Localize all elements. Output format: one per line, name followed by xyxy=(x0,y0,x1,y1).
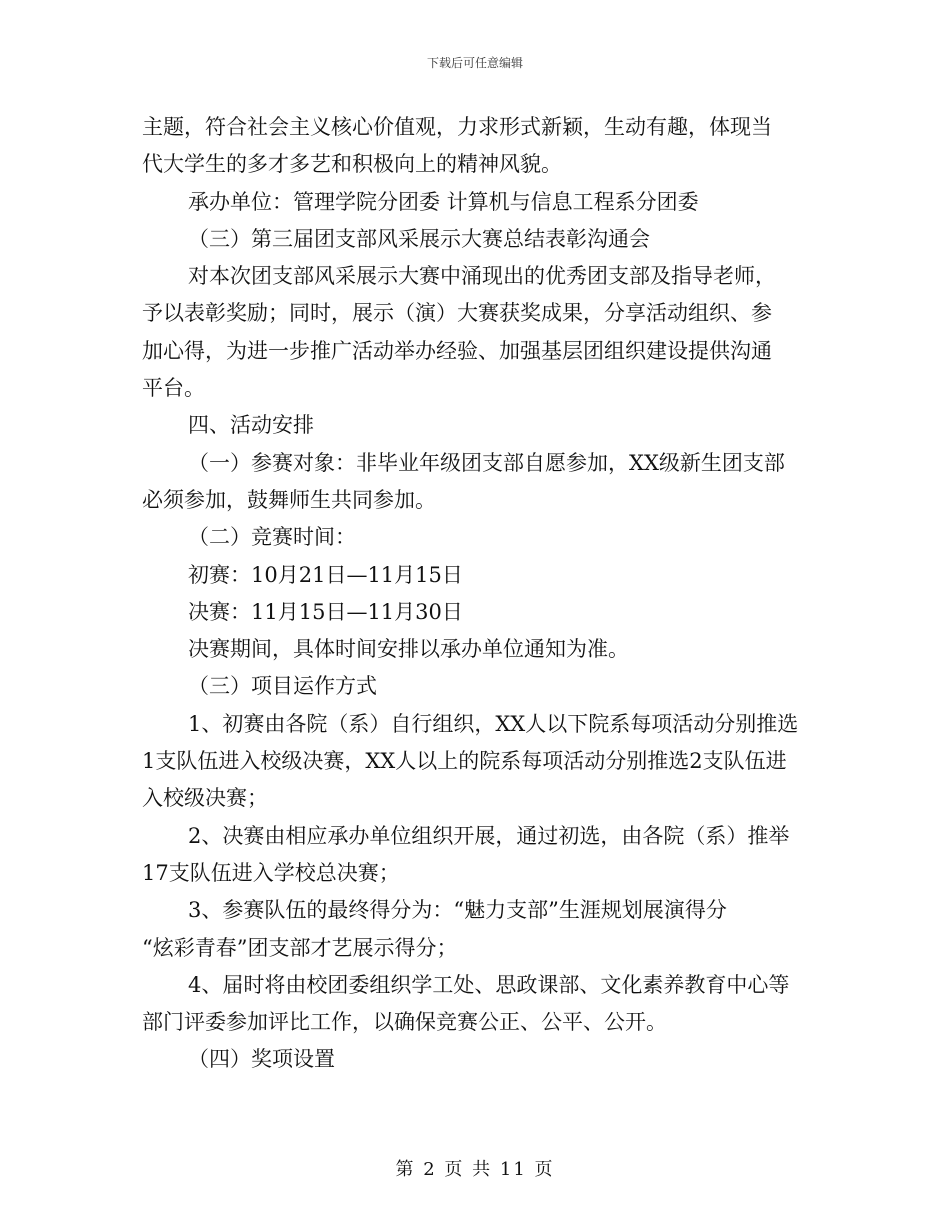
body-line: 1、初赛由各院（系）自行组织，XX人以下院系每项活动分别推选 xyxy=(188,711,799,736)
body-line: （一）参赛对象：非毕业年级团支部自愿参加，XX级新生团支部 xyxy=(188,450,785,475)
section-heading: （二）竞赛时间： xyxy=(188,525,356,550)
footer-middle: 页 共 xyxy=(444,1159,493,1180)
section-heading: （三）项目运作方式 xyxy=(188,674,377,699)
page-header-note: 下载后可任意编辑 xyxy=(426,56,523,70)
document-body xyxy=(142,109,812,1079)
body-line: “炫彩青春”团支部才艺展示得分； xyxy=(142,935,458,960)
body-line: 入校级决赛； xyxy=(142,786,268,811)
body-line: 加心得，为进一步推广活动举办经验、加强基层团组织建设提供沟通 xyxy=(142,338,772,363)
body-line: 对本次团支部风采展示大赛中涌现出的优秀团支部及指导老师， xyxy=(188,264,776,289)
footer-suffix: 页 xyxy=(534,1159,555,1180)
body-line: 承办单位：管理学院分团委 计算机与信息工程系分团委 xyxy=(188,189,699,214)
section-heading: 四、活动安排 xyxy=(188,413,314,438)
body-line: 予以表彰奖励；同时，展示（演）大赛获奖成果，分享活动组织、参 xyxy=(142,301,772,326)
section-heading: （四）奖项设置 xyxy=(188,1047,335,1072)
body-line: 初赛：10月21日—11月15日 xyxy=(188,562,463,587)
body-line: 2、决赛由相应承办单位组织开展，通过初选，由各院（系）推举 xyxy=(188,823,790,848)
body-line: 1支队伍进入校级决赛，XX人以上的院系每项活动分别推选2支队伍进 xyxy=(142,749,787,774)
body-line: 3、参赛队伍的最终得分为：“魅力支部”生涯规划展演得分 xyxy=(188,898,727,923)
body-line: 决赛：11月15日—11月30日 xyxy=(188,599,463,624)
page-number-footer xyxy=(0,1155,950,1181)
section-heading: （三）第三届团支部风采展示大赛总结表彰沟通会 xyxy=(188,226,650,251)
body-line: 部门评委参加评比工作，以确保竞赛公正、公平、公开。 xyxy=(142,1010,667,1035)
footer-prefix: 第 xyxy=(395,1159,416,1180)
body-line: 4、届时将由校团委组织学工处、思政课部、文化素养教育中心等 xyxy=(188,972,790,997)
body-line: 平台。 xyxy=(142,376,205,401)
body-line: 决赛期间，具体时间安排以承办单位通知为准。 xyxy=(188,637,629,662)
body-line: 必须参加，鼓舞师生共同参加。 xyxy=(142,487,436,512)
total-pages-number: 11 xyxy=(499,1159,527,1180)
body-line: 代大学生的多才多艺和积极向上的精神风貌。 xyxy=(142,152,562,177)
body-line: 17支队伍进入学校总决赛； xyxy=(142,860,400,885)
body-line: 主题，符合社会主义核心价值观，力求形式新颖，生动有趣，体现当 xyxy=(142,115,772,139)
current-page-number: 2 xyxy=(423,1159,437,1180)
